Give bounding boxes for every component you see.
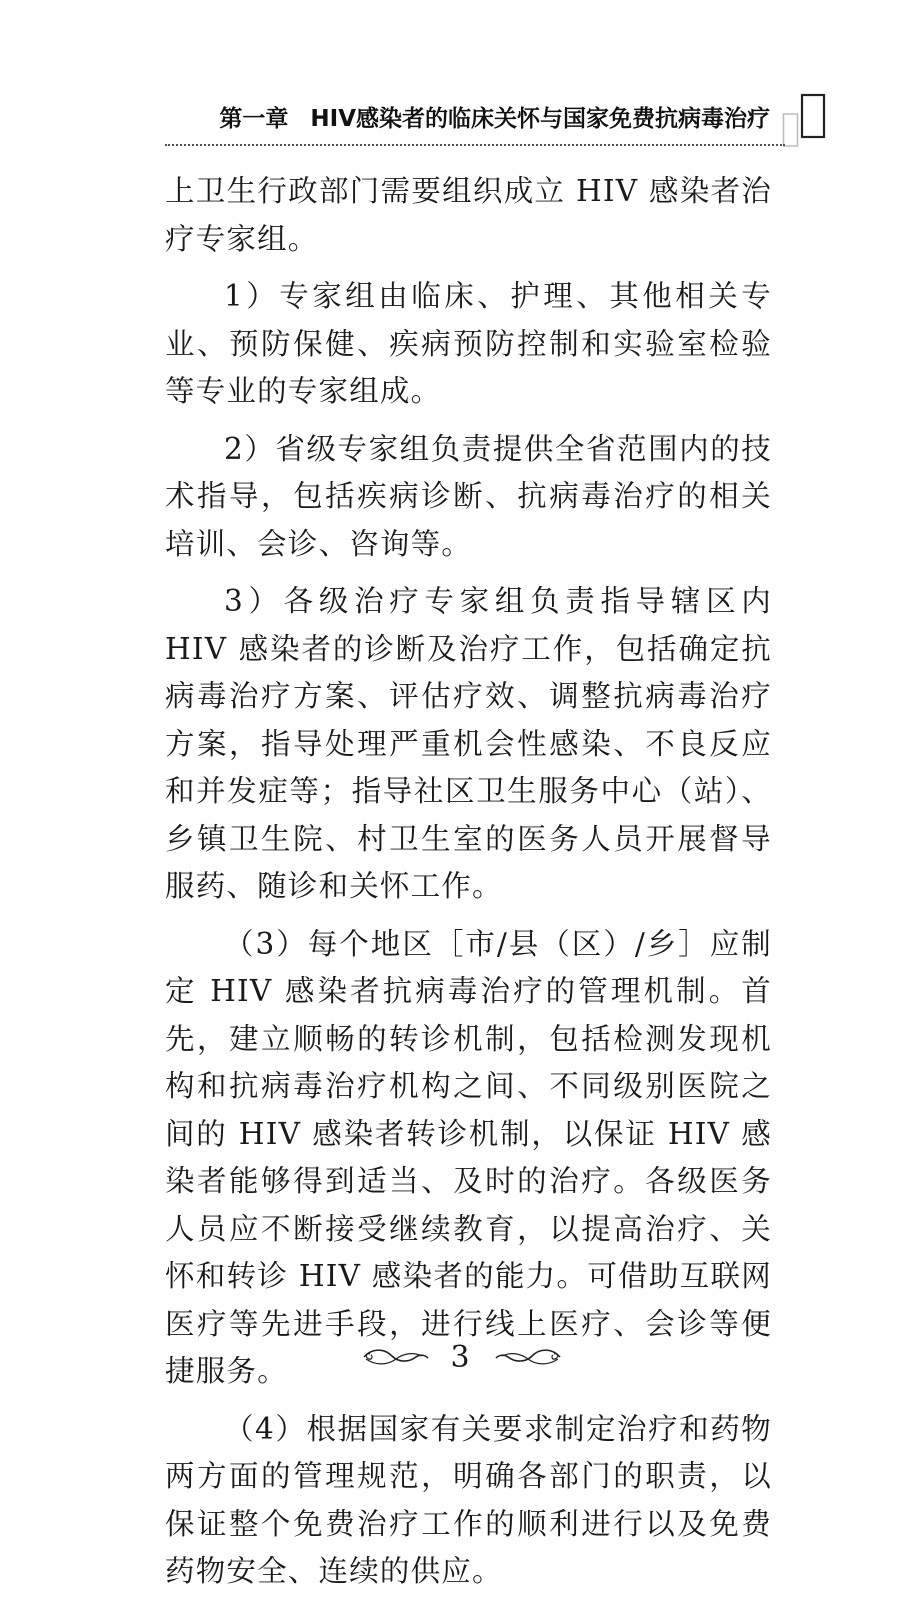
chapter-title: HIV感染者的临床关怀与国家免费抗病毒治疗 — [310, 106, 770, 132]
body-text — [165, 168, 772, 1606]
page-number: 3 — [450, 1340, 470, 1375]
page-footer — [0, 1336, 900, 1386]
right-flourish-ornament — [492, 1344, 562, 1370]
header-dotted-rule — [165, 144, 785, 146]
paragraph-5: （3）每个地区［市/县（区）/乡］应制定 HIV 感染者抗病毒治疗的管理机制。首先，建立顺畅的转诊机制，包括检测发现机构和抗病毒治疗机构之间、不同级别医院之间的 HIV 感染者转诊机制，以保证 HIV 感染者能够得到适当、及时的治疗。各级医务人员应不断接受继续教育，以提高治疗、关怀和转诊 HIV 感染者的能力。可借助互联网医疗等先进手段，进行线上医疗、会诊等便捷服务。 — [165, 926, 772, 1388]
paragraph-2: 1）专家组由临床、护理、其他相关专业、预防保健、疾病预防控制和实验室检验等专业的专家组成。 — [165, 279, 772, 408]
left-flourish-ornament — [362, 1344, 432, 1370]
paragraph-3: 2）省级专家组负责提供全省范围内的技术指导，包括疾病诊断、抗病毒治疗的相关培训、会诊、咨询等。 — [165, 431, 772, 561]
paragraph-6: （4）根据国家有关要求制定治疗和药物两方面的管理规范，明确各部门的职责，以保证整个免费治疗工作的顺利进行以及免费药物安全、连续的供应。 — [165, 1411, 772, 1588]
running-header — [165, 104, 770, 134]
paragraph-4: 3）各级治疗专家组负责指导辖区内 HIV 感染者的诊断及治疗工作，包括确定抗病毒治疗方案、评估疗效、调整抗病毒治疗方案，指导处理严重机会性感染、不良反应和并发症等；指导社区卫生服务中心（站）、乡镇卫生院、村卫生室的医务人员开展督导服药、随诊和关怀工作。 — [165, 584, 772, 903]
corner-bracket-ornament — [782, 92, 828, 148]
chapter-label: 第一章 — [219, 106, 289, 132]
paragraph-1: 上卫生行政部门需要组织成立 HIV 感染者治疗专家组。 — [165, 174, 772, 256]
